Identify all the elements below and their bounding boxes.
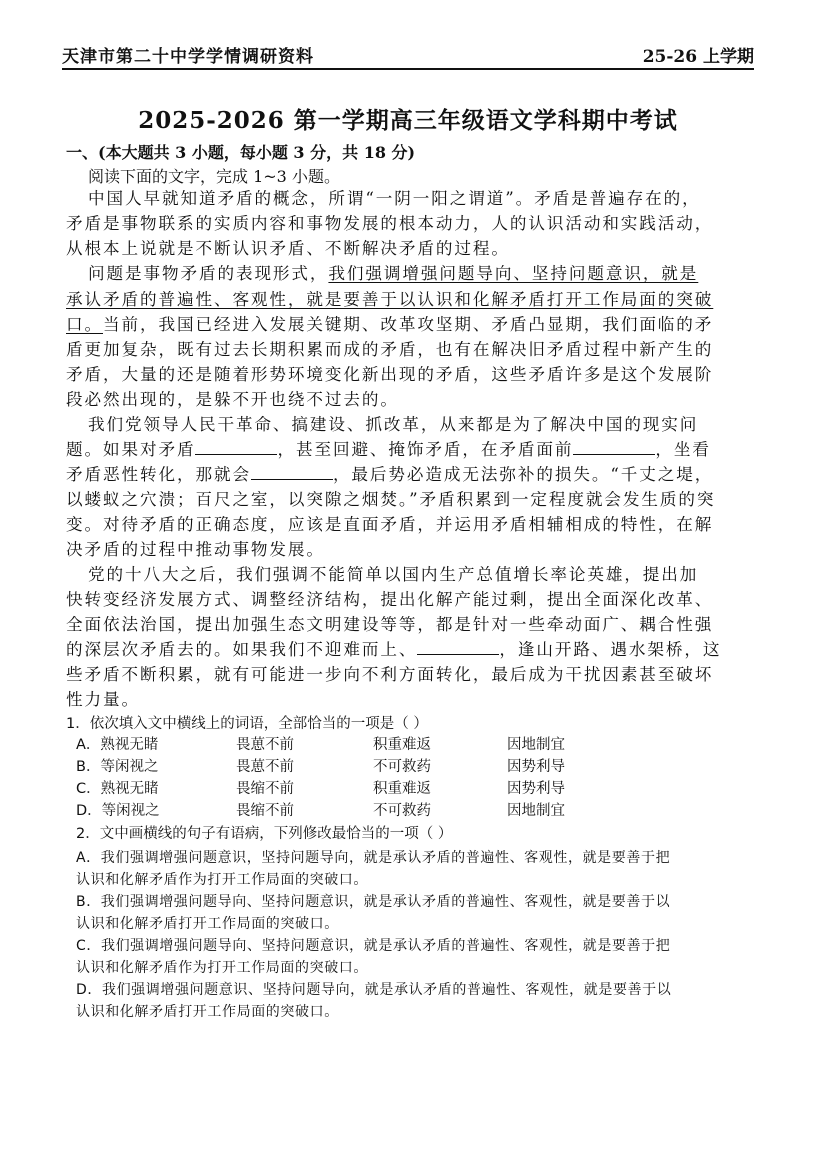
q1-option-d-word3: 不可救药	[373, 803, 431, 819]
q2-option-c: C．我们强调增强问题导向、坚持问题意识，就是承认矛盾的普遍性、客观性，就是要善于把	[76, 938, 671, 954]
passage-text: ，逢山开路、遇水架桥，这	[499, 640, 722, 659]
passage-line: 从根本上说就是不断认识矛盾、不断解决矛盾的过程。	[66, 239, 510, 258]
passage-line	[88, 262, 698, 286]
passage-line: 盾更加复杂，既有过去长期积累而成的矛盾，也有在解决旧矛盾过程中新产生的	[66, 340, 714, 359]
passage-text: 题。如果对矛盾	[66, 440, 196, 459]
q1-option-d-word4: 因地制宜	[507, 803, 565, 819]
passage-line: 快转变经济发展方式、调整经济结构，提出化解产能过剩，提出全面深化改革、	[66, 590, 714, 609]
passage-line: 段必然出现的，是躲不开也绕不过去的。	[66, 390, 399, 409]
q1-option-a-word4: 因地制宜	[507, 737, 565, 753]
passage-text: 当前，我国已经进入发展关键期、改革攻坚期、矛盾凸显期，我们面临的矛	[103, 315, 714, 334]
q2-option-d-cont: 认识和化解矛盾打开工作局面的突破口。	[76, 1004, 339, 1020]
fill-blank-3	[251, 463, 333, 480]
passage-line: 矛盾，大量的还是随着形势环境变化新出现的矛盾，这些矛盾许多是这个发展阶	[66, 365, 714, 384]
passage-line: 以蝼蚁之穴溃；百尺之室，以突隙之烟焚。”矛盾积累到一定程度就会发生质的突	[66, 490, 716, 509]
passage-text: ，坐看	[655, 440, 711, 459]
q1-option-b-word4: 因势利导	[507, 759, 565, 775]
section-heading: 一、(本大题共 3 小题，每小题 3 分，共 18 分)	[66, 143, 416, 162]
fill-blank-4	[417, 638, 499, 655]
passage-line: 矛盾是事物联系的实质内容和事物发展的根本动力，人的认识活动和实践活动，	[66, 214, 714, 233]
passage-line: 党的十八大之后，我们强调不能简单以国内生产总值增长率论英雄，提出加	[88, 565, 699, 584]
underlined-sentence: 承认矛盾的普遍性、客观性，就是要善于以认识和化解矛盾打开工作局面的突破	[66, 290, 714, 309]
passage-line	[66, 438, 711, 462]
page-header	[62, 40, 754, 70]
passage-line	[66, 313, 713, 337]
passage-line: 中国人早就知道矛盾的概念，所谓“一阴一阳之谓道”。矛盾是普遍存在的，	[88, 189, 701, 208]
passage-line: 我们党领导人民干革命、搞建设、抓改革，从来都是为了解决中国的现实问	[88, 415, 699, 434]
q1-option-c-word3: 积重难返	[373, 781, 431, 797]
passage-text: 的深层次矛盾去的。如果我们不迎难而上、	[66, 640, 418, 659]
passage-line	[66, 288, 713, 312]
term-label: 25-26 上学期	[642, 47, 754, 67]
q1-option-b: B．等闲视之	[76, 759, 159, 775]
passage-text: ，甚至回避、掩饰矛盾，在矛盾面前	[277, 440, 574, 459]
passage-line: 全面依法治国，提出加强生态文明建设等等，都是针对一些牵动面广、耦合性强	[66, 615, 714, 634]
q1-option-a: A．熟视无睹	[76, 737, 159, 753]
passage-line: 变。对待矛盾的正确态度，应该是直面矛盾，并运用矛盾相辅相成的特性，在解	[66, 515, 714, 534]
underlined-sentence: 口。	[66, 315, 103, 334]
q2-option-a: A．我们强调增强问题意识，坚持问题导向，就是承认矛盾的普遍性、客观性，就是要善于把	[76, 850, 671, 866]
passage-text: 矛盾恶性转化，那就会	[66, 465, 251, 484]
instruction: 阅读下面的文字，完成 1~3 小题。	[88, 167, 340, 186]
school-name: 天津市第二十中学学情调研资料	[62, 47, 314, 67]
q2-option-b-cont: 认识和化解矛盾打开工作局面的突破口。	[76, 916, 339, 932]
passage-line	[66, 638, 721, 662]
q1-option-b-word3: 不可救药	[373, 759, 431, 775]
passage-text: ，最后势必造成无法弥补的损失。“千丈之堤，	[332, 465, 714, 484]
underlined-sentence: 我们强调增强问题导向、坚持问题意识，就是	[328, 264, 699, 283]
q1-option-c: C．熟视无睹	[76, 781, 159, 797]
passage-line	[66, 463, 713, 487]
fill-blank-2	[573, 438, 655, 455]
passage-line: 些矛盾不断积累，就有可能进一步向不利方面转化，最后成为干扰因素甚至破坏	[66, 665, 714, 684]
q1-option-d: D．等闲视之	[76, 803, 160, 819]
passage-text: 问题是事物矛盾的表现形式，	[88, 264, 329, 283]
q1-option-a-word3: 积重难返	[373, 737, 431, 753]
exam-title: 2025-2026 第一学期高三年级语文学科期中考试	[138, 107, 678, 134]
q2-option-a-cont: 认识和化解矛盾作为打开工作局面的突破口。	[76, 872, 368, 888]
fill-blank-1	[195, 438, 277, 455]
q1-option-c-word2: 畏缩不前	[236, 781, 294, 797]
question-1-stem: 1．依次填入文中横线上的词语，全部恰当的一项是（ ）	[66, 716, 428, 732]
passage-line: 性力量。	[66, 690, 140, 709]
q1-option-a-word2: 畏葸不前	[236, 737, 294, 753]
q2-option-d: D．我们强调增强问题意识、坚持问题导向，就是承认矛盾的普遍性、客观性，就是要善于以	[76, 982, 672, 998]
q1-option-b-word2: 畏葸不前	[236, 759, 294, 775]
question-2-stem: 2．文中画横线的句子有语病，下列修改最恰当的一项（ ）	[76, 826, 453, 842]
q2-option-b: B．我们强调增强问题导向、坚持问题意识，就是承认矛盾的普遍性、客观性，就是要善于以	[76, 894, 671, 910]
q1-option-d-word2: 畏缩不前	[236, 803, 294, 819]
q1-option-c-word4: 因势利导	[507, 781, 565, 797]
passage-line: 决矛盾的过程中推动事物发展。	[66, 540, 325, 559]
q2-option-c-cont: 认识和化解矛盾作为打开工作局面的突破口。	[76, 960, 368, 976]
